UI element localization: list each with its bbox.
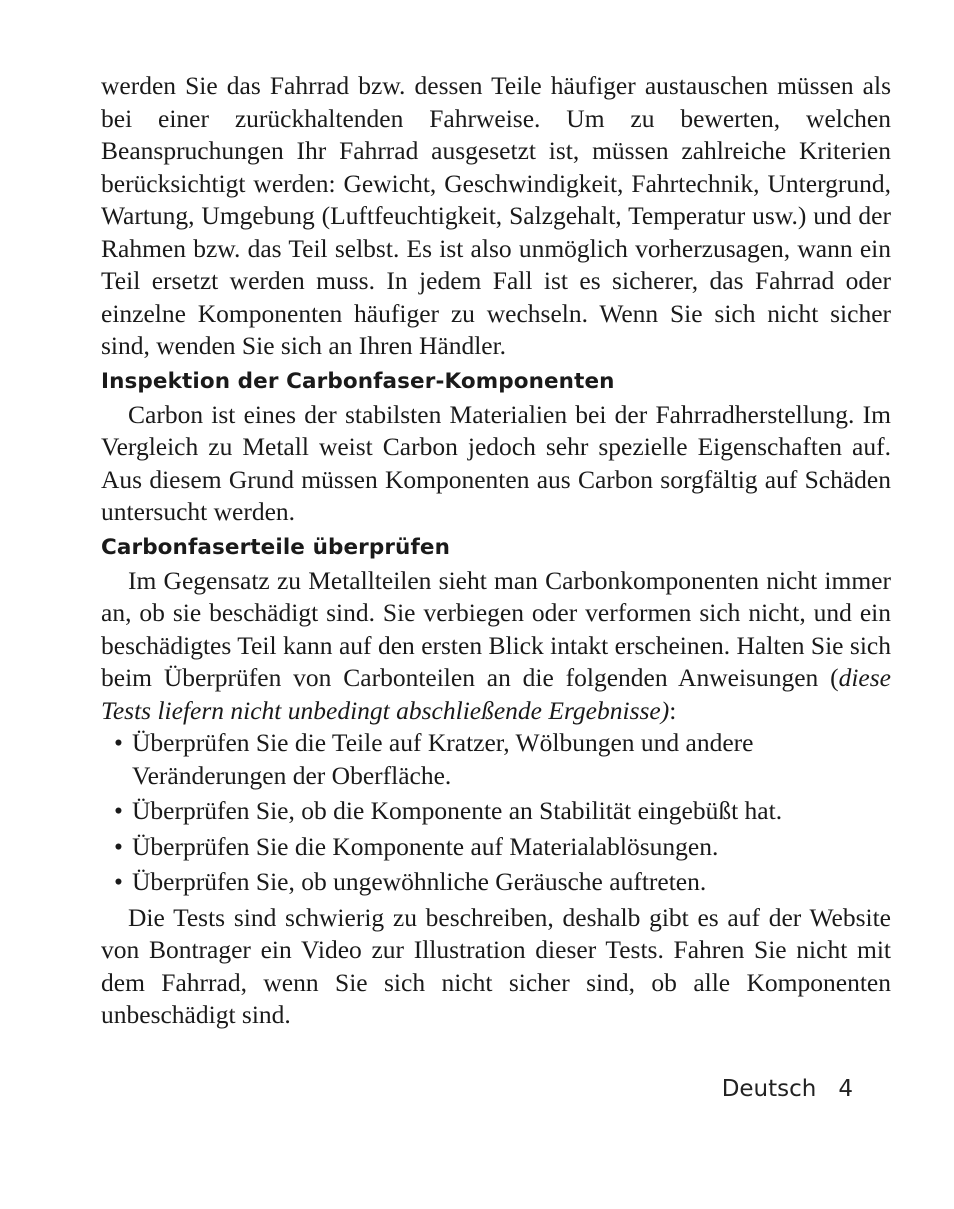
list-item bbox=[101, 866, 891, 899]
list-item-text: Überprüfen Sie die Teile auf Kratzer, Wölbungen und andere Veränderungen der Oberfläche. bbox=[132, 728, 754, 790]
bullet-icon: • bbox=[114, 728, 123, 757]
section-heading-check-carbon-parts: Carbonfaserteile überprüfen bbox=[101, 534, 450, 560]
bullet-icon: • bbox=[114, 831, 123, 861]
page-footer bbox=[722, 1072, 853, 1106]
paragraph-text: Im Gegensatz zu Metallteilen sieht man Carbonkomponenten nicht immer an, ob sie beschädigt sind. Sie verbiegen oder verformen sich nicht, und ein beschädigtes Teil kann auf den ersten Blick intakt erscheinen. Halten Sie sich beim Überprüfen von Carbonteilen an die folgenden Anweisungen ( bbox=[101, 565, 891, 692]
list-item bbox=[101, 831, 891, 864]
document-page bbox=[101, 70, 891, 1032]
inspection-checklist bbox=[101, 727, 891, 899]
list-item bbox=[101, 795, 891, 828]
list-item-text: Überprüfen Sie die Komponente auf Materialablösungen. bbox=[132, 831, 719, 861]
list-item-text: Überprüfen Sie, ob ungewöhnliche Geräusche auftreten. bbox=[132, 867, 707, 896]
carbon-inspection-paragraph: Carbon ist eines der stabilsten Materialien bei der Fahrradherstellung. Im Vergleich zu Metall weist Carbon jedoch sehr spezielle Eigenschaften auf. Aus diesem Grund müssen Komponenten aus Carbon sorgfältig auf Schäden untersucht werden. bbox=[101, 399, 891, 526]
bullet-icon: • bbox=[114, 867, 123, 896]
page-number: 4 bbox=[838, 1076, 853, 1102]
paragraph-colon: : bbox=[669, 695, 677, 725]
paragraph-italic-note: diese Tests liefern nicht unbedingt abschließende Ergebnisse) bbox=[101, 663, 891, 725]
intro-paragraph: werden Sie das Fahrrad bzw. dessen Teile häufiger austauschen müssen als bei einer zurückhaltenden Fahrweise. Um zu bewerten, welchen Beanspruchungen Ihr Fahrrad ausgesetzt ist, müssen zahlreiche Kriterien berücksichtigt werden: Gewicht, Geschwindigkeit, Fahrtechnik, Untergrund, Wartung, Umgebung (Luftfeuchtigkeit, Salzgehalt, Temperatur usw.) und der Rahmen bzw. das Teil selbst. Es ist also unmöglich vorherzusagen, wann ein Teil ersetzt werden muss. In jedem Fall ist es sicherer, das Fahrrad oder einzelne Komponenten häufiger zu wechseln. Wenn Sie sich nicht sicher sind, wenden Sie sich an Ihren Händler. bbox=[101, 71, 891, 360]
bullet-icon: • bbox=[114, 796, 123, 825]
section-heading-carbon-inspection: Inspektion der Carbonfaser-Komponenten bbox=[101, 368, 615, 394]
check-carbon-parts-paragraph bbox=[101, 565, 891, 728]
closing-paragraph: Die Tests sind schwierig zu beschreiben, deshalb gibt es auf der Website von Bontrager ein Video zur Illustration dieser Tests. Fahren Sie nicht mit dem Fahrrad, wenn Sie sich nicht sicher sind, ob alle Komponenten unbeschädigt sind. bbox=[101, 902, 891, 1029]
list-item-text: Überprüfen Sie, ob die Komponente an Stabilität eingebüßt hat. bbox=[132, 796, 783, 825]
footer-language: Deutsch bbox=[721, 1076, 817, 1102]
list-item bbox=[101, 727, 891, 792]
